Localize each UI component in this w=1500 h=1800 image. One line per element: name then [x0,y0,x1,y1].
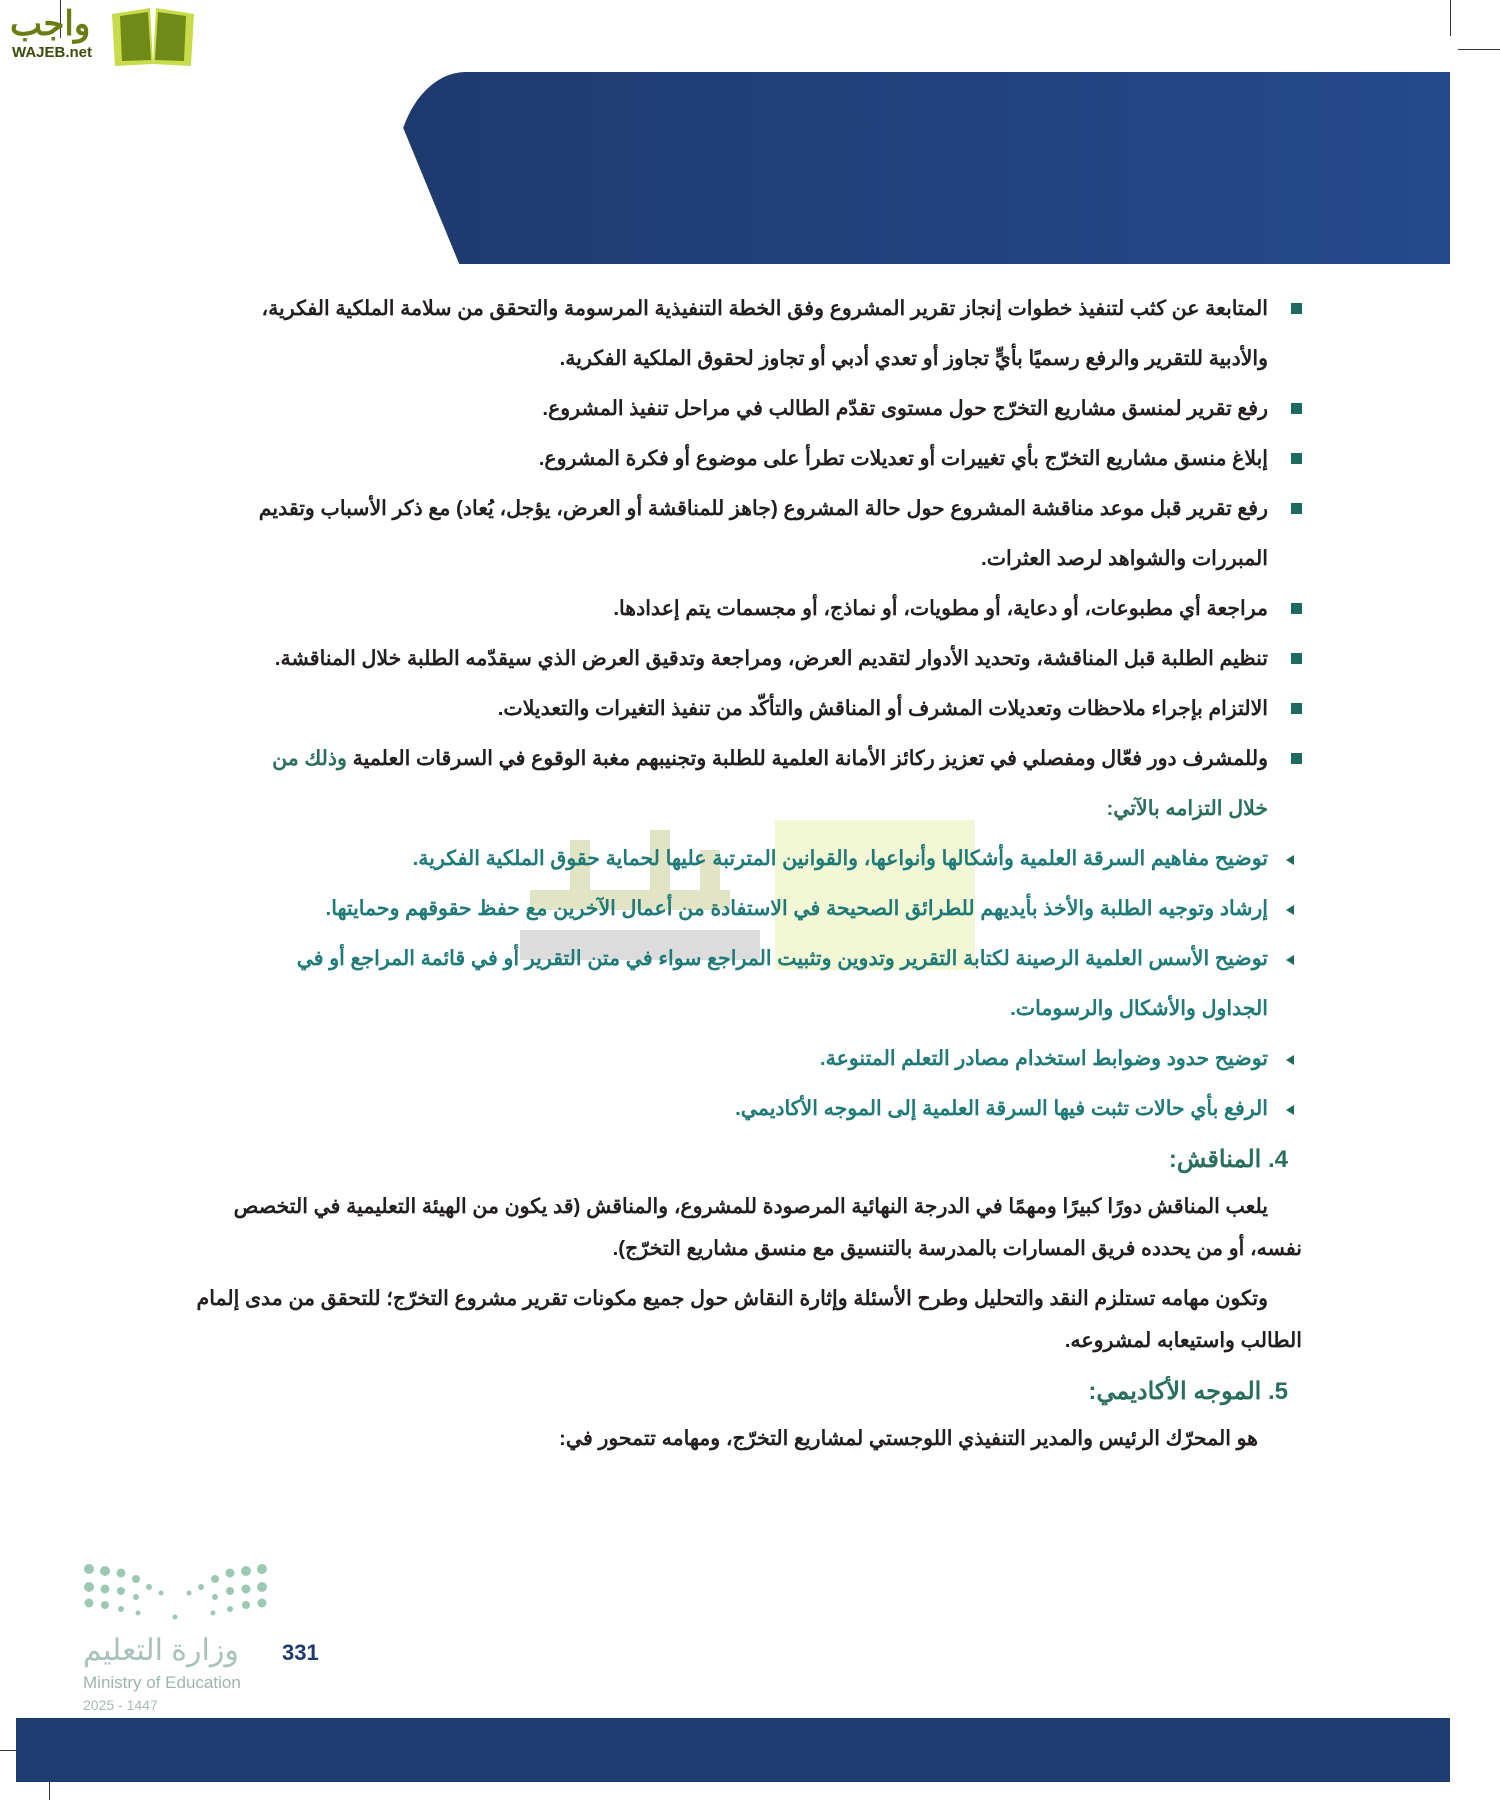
sub-list-item: إرشاد وتوجيه الطلبة والأخذ بأيديهم للطرائق الصحيحة في الاستفادة من أعمال الآخرين مع حفظ حقوقهم وحمايتها. [227,884,1302,934]
ministry-of-education-logo [83,1563,268,1723]
bullet-square-icon [1291,503,1302,514]
crop-mark [1450,0,1451,36]
page-number: 331 [282,1640,319,1665]
triangle-bullet-icon [1286,1055,1294,1065]
bullet-square-icon [1291,703,1302,714]
list-item: رفع تقرير قبل موعد مناقشة المشروع حول حالة المشروع (جاهز للمناقشة أو العرض، يؤجل، يُعاد) مع ذكر الأسباب وتقديم المبررات والشواهد لرصد العثرات. [227,484,1302,584]
list-item: وللمشرف دور فعّال ومفصلي في تعزيز ركائز الأمانة العلمية للطلبة وتجنيبهم مغبة الوقوع في السرقات العلمية وذلك من خلال التزامه بالآتي: [227,734,1302,834]
logo-latin: WAJEB.net [12,44,93,61]
book-icon [112,6,194,66]
list-item: مراجعة أي مطبوعات، أو دعاية، أو مطويات، أو نماذج، أو مجسمات يتم إعدادها. [227,584,1302,634]
list-item: تنظيم الطلبة قبل المناقشة، وتحديد الأدوار لتقديم العرض، ومراجعة وتدقيق العرض الذي سيقدّمه الطلبة خلال المناقشة. [227,634,1302,684]
list-item: رفع تقرير لمنسق مشاريع التخرّج حول مستوى تقدّم الطالب في مراحل تنفيذ المشروع. [227,384,1302,434]
paragraph: يلعب المناقش دورًا كبيرًا ومهمًا في الدرجة النهائية المرصودة للمشروع، والمناقش (قد يكون من الهيئة التعليمية في التخصص نفسه، أو من يحدده فريق المسارات بالمدرسة بالتنسيق مع منسق مشاريع التخرّج). [233,1195,1302,1260]
chapter-header-band [396,72,1450,264]
bullet-square-icon [1291,303,1302,314]
sub-list-item: توضيح حدود وضوابط استخدام مصادر التعلم المتنوعة. [227,1034,1302,1084]
list-item: المتابعة عن كثب لتنفيذ خطوات إنجاز تقرير المشروع وفق الخطة التنفيذية المرسومة والتحقق من سلامة الملكية الفكرية، والأدبية للتقرير والرفع رسميًا بأيٍّ تجاوز أو تعدي أدبي أو تجاوز لحقوق الملكية الفكرية. [227,284,1302,384]
body-text [184,284,1302,1468]
ministry-english: Ministry of Education [83,1673,241,1692]
section-heading-examiner: 4. المناقش: [1168,1146,1288,1173]
list-item: الالتزام بإجراء ملاحظات وتعديلات المشرف أو المناقش والتأكّد من تنفيذ التغيرات والتعديلات. [227,684,1302,734]
list-item: إبلاغ منسق مشاريع التخرّج بأي تغييرات أو تعديلات تطرأ على موضوع أو فكرة المشروع. [227,434,1302,484]
triangle-bullet-icon [1286,855,1294,865]
footer-band [16,1718,1450,1782]
sub-list-item: توضيح الأسس العلمية الرصينة لكتابة التقرير وتدوين وتثبيت المراجع سواء في متن التقرير أو في قائمة المراجع أو في الجداول والأشكال والرسومات. [227,934,1302,1034]
bullet-square-icon [1291,453,1302,464]
paragraph: وتكون مهامه تستلزم النقد والتحليل وطرح الأسئلة وإثارة النقاش حول جميع مكونات تقرير مشروع التخرّج؛ للتحقق من مدى إلمام الطالب واستيعابه لمشروعه. [196,1287,1302,1352]
sub-list-item: توضيح مفاهيم السرقة العلمية وأشكالها وأنواعها، والقوانين المترتبة عليها لحماية حقوق الملكية الفكرية. [227,834,1302,884]
triangle-bullet-icon [1286,955,1294,965]
triangle-bullet-icon [1286,905,1294,915]
ministry-arabic: وزارة التعليم [83,1634,239,1667]
logo-arabic: واجب [10,5,91,43]
bullet-square-icon [1291,403,1302,414]
section-heading-academic-advisor: 5. الموجه الأكاديمي: [1088,1378,1288,1405]
ministry-dots-icon [83,1563,268,1623]
crop-mark [1458,49,1500,50]
roles-section [184,1138,1302,1460]
paragraph: هو المحرّك الرئيس والمدير التنفيذي اللوجستي لمشاريع التخرّج، ومهامه تتمحور في: [559,1427,1258,1450]
bullet-square-icon [1291,603,1302,614]
bullet-square-icon [1291,753,1302,764]
sub-list-item: الرفع بأي حالات تثبت فيها السرقة العلمية إلى الموجه الأكاديمي. [227,1084,1302,1134]
ministry-year: 2025 - 1447 [83,1697,158,1713]
bullet-square-icon [1291,653,1302,664]
wajeb-logo [8,4,193,66]
triangle-bullet-icon [1286,1105,1294,1115]
supervisor-duties-list [227,284,1302,1134]
